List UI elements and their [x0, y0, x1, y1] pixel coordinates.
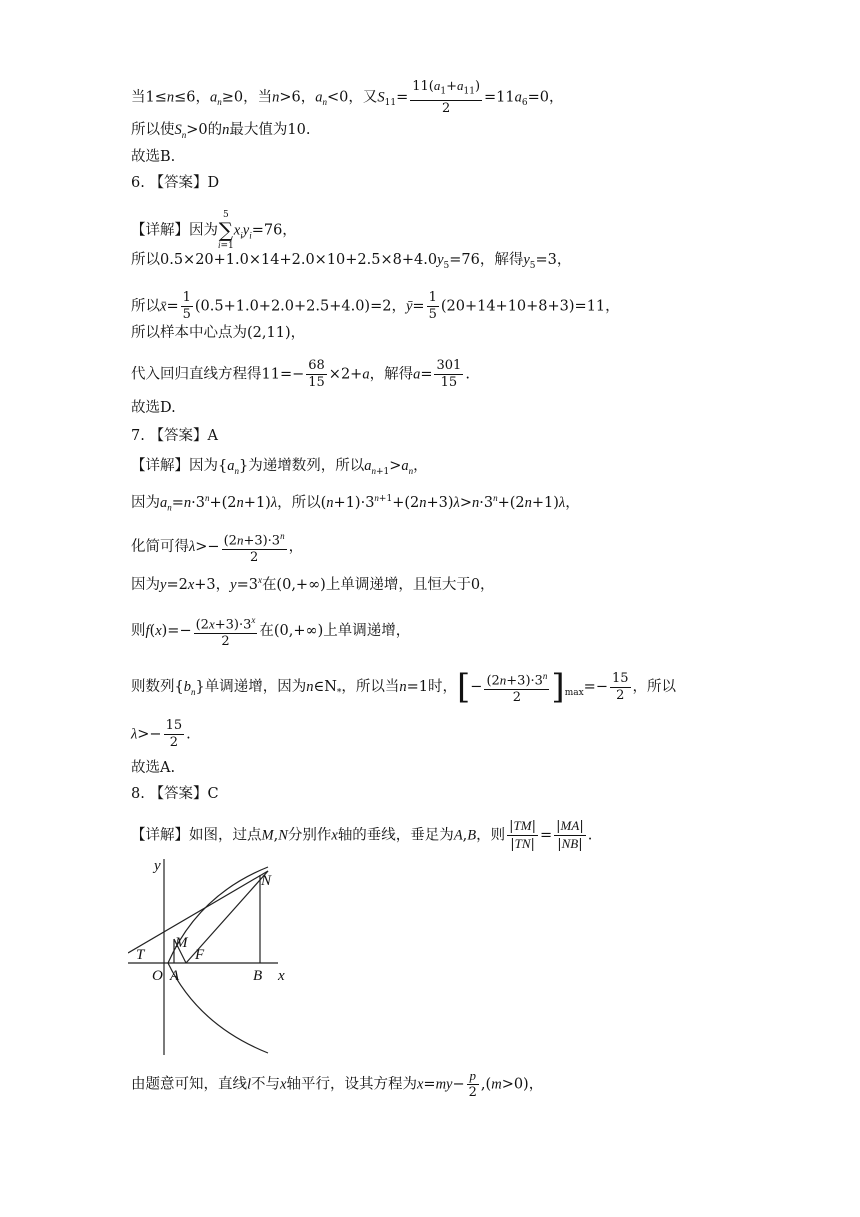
answer-7-heading: 7. 【答案】A	[131, 428, 218, 444]
text-line-2: 所以使$S_n>0$的n最大值为10.	[131, 122, 311, 140]
text-line-10: 故选D.	[131, 400, 176, 416]
text-line-9: 代入回归直线方程得11=− $\frac{68}{15}$ ×2+a，解得a= $\frac{301}{15}$ .	[131, 358, 470, 390]
parabola-curve	[168, 867, 268, 1053]
label-n: N	[261, 873, 272, 889]
text-line-6: 所以$0.5\times 20+1.0\times 14+2.0\times 10+2.5\times 8+4.0y_5=76$，解得$y_5=3$，	[131, 252, 572, 271]
text-line-3: 故选B.	[131, 149, 176, 165]
text-line-8: 所以样本中心点为(2,11)，	[131, 325, 306, 341]
text-line-12: 【详解】因为$\{a_n\}$为递增数列，所以$a_{n+1}>a_n$，	[131, 458, 428, 477]
label-x: x	[278, 968, 285, 984]
label-m: M	[175, 935, 188, 951]
text-line-17: 则数列$\{b_n\}$单调递增，因为$n\in N_*$，所以当n=1时，[− $\frac{(2n+3)\cdot 3^n}{2}$ ]$_{max}=-$ $\frac{15}{2}$ ，所以	[131, 667, 677, 708]
label-t: T	[136, 947, 145, 963]
text-line-22: 由题意可知，直线l不与x轴平行，设其方程为x=my− $\frac{p}{2}$ ,(m>0)，	[131, 1068, 544, 1100]
label-o: O	[152, 968, 163, 984]
line-tn	[128, 871, 268, 953]
text-line-1: 当1≤n≤6，$a_n\ge 0$，当n>6，$a_n<0$，又$S_{11}=$ $\frac{11(a_1+a_{11})}{2}$ $=11a_6=0$，	[131, 78, 564, 116]
text-line-14: 化简可得λ>− $\frac{(2n+3)\cdot 3^n}{2}$ ，	[131, 528, 303, 566]
text-line-19: 故选A.	[131, 760, 176, 776]
parabola-figure	[128, 855, 308, 1065]
text-line-13: 因为$a_n=n\cdot 3^n+(2n+1)\lambda$，所以$(n+1)\cdot 3^{n+1}+(2n+3)\lambda>n\cdot 3^n+(2n+1)\lambda$，	[131, 493, 580, 513]
answer-8-heading: 8. 【答案】C	[131, 786, 219, 802]
label-f: F	[195, 947, 205, 963]
text-line-7: 所以x̄= $\frac{1}{5}$ (0.5+1.0+2.0+2.5+4.0)=2，ȳ= $\frac{1}{5}$ (20+14+10+8+3)=11，	[131, 290, 620, 322]
label-y: y	[154, 858, 161, 874]
answer-6-heading: 6. 【答案】D	[131, 175, 220, 191]
text-line-15: 因为y=2x+3，$y=3^x$在(0,+∞)上单调递增，且恒大于0，	[131, 575, 495, 593]
text-line-16: 则f(x)=− $\frac{(2x+3)\cdot 3^x}{2}$ 在(0,+∞)上单调递增，	[131, 612, 410, 650]
text-line-5: 【详解】因为5 ∑ $i=1x_iy_i=76$，	[131, 210, 297, 251]
text-line-21: 【详解】如图，过点M,N分别作x轴的垂线，垂足为A,B，则 $\frac{|TM|}{|TN|}$ = $\frac{|MA|}{|NB|}$ .	[131, 818, 593, 852]
label-b: B	[253, 968, 263, 984]
text-line-18: λ>− $\frac{15}{2}$ .	[131, 718, 191, 750]
label-a: A	[170, 968, 180, 984]
